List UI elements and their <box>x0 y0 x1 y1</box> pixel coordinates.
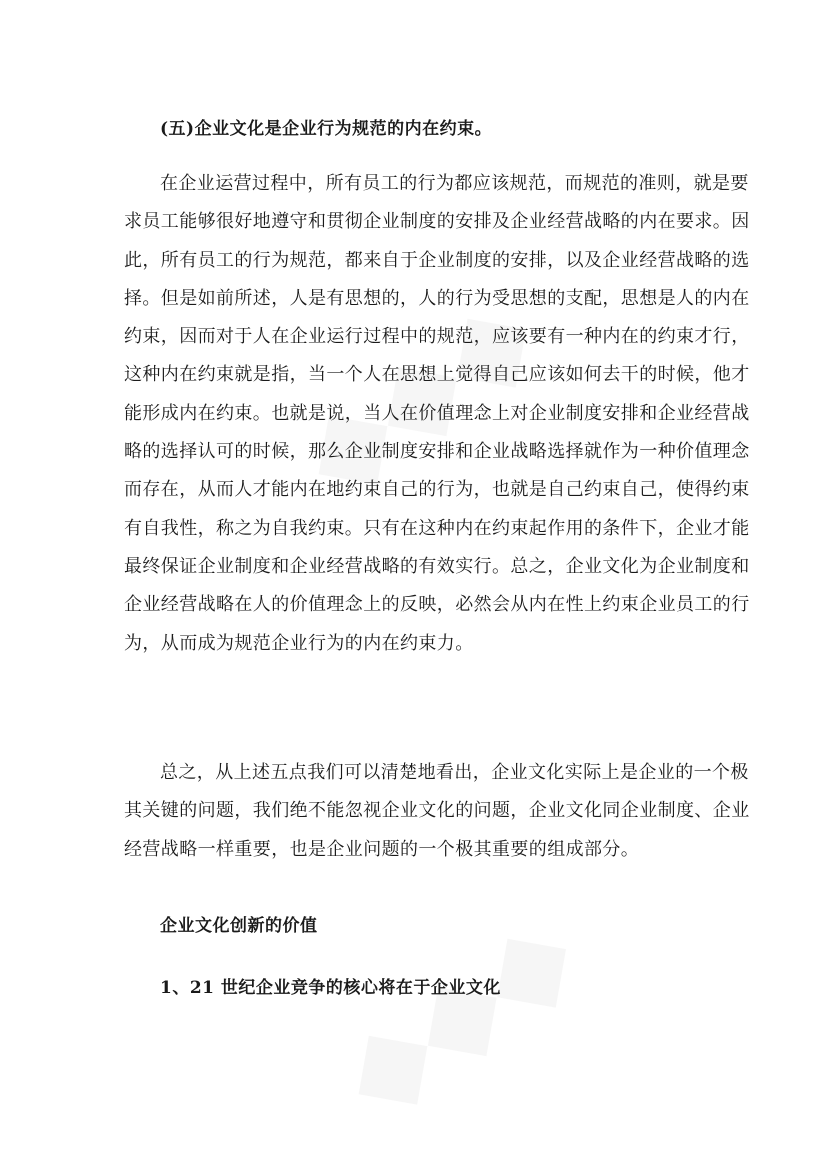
paragraph-line: 而存在，从而人才能内在地约束自己的行为，也就是自己约束自己，使得约束 <box>124 479 750 501</box>
paragraph-line: 最终保证企业制度和企业经营战略的有效实行。总之，企业文化为企业制度和 <box>124 555 750 577</box>
paragraph-line: 略的选择认可的时候，那么企业制度安排和企业战略选择就作为一种价值理念 <box>124 441 750 463</box>
paragraph-line: 其关键的问题，我们绝不能忽视企业文化的问题，企业文化同企业制度、企业 <box>124 800 750 822</box>
paragraph-line: 为，从而成为规范企业行为的内在约束力。 <box>124 632 474 654</box>
paragraph-line: 企业经营战略在人的价值理念上的反映，必然会从内在性上约束企业员工的行 <box>124 594 750 616</box>
paragraph-line: 这种内在约束就是指，当一个人在思想上觉得自己应该如何去干的时候，他才 <box>124 364 750 386</box>
watermark <box>316 889 597 1139</box>
paragraph-line: 能形成内在约束。也就是说，当人在价值理念上对企业制度安排和企业经营战 <box>124 402 750 424</box>
section-heading-5: (五)企业文化是企业行为规范的内在约束。 <box>160 119 493 139</box>
paragraph-line: 约束，因而对于人在企业运行过程中的规范，应该要有一种内在的约束才行， <box>124 326 750 348</box>
paragraph-internal-constraint <box>124 165 750 663</box>
section-heading-value: 企业文化创新的价值 <box>160 916 318 936</box>
section-heading-1: 1、21 世纪企业竞争的核心将在于企业文化 <box>160 978 501 998</box>
paragraph-line: 此，所有员工的行为规范，都来自于企业制度的安排，以及企业经营战略的选 <box>124 249 750 271</box>
paragraph-line: 在企业运营过程中，所有员工的行为都应该规范，而规范的准则，就是要 <box>160 173 749 194</box>
paragraph-line: 总之，从上述五点我们可以清楚地看出，企业文化实际上是企业的一个极 <box>160 762 749 783</box>
paragraph-line: 求员工能够很好地遵守和贯彻企业制度的安排及企业经营战略的内在要求。因 <box>124 211 750 233</box>
paragraph-summary <box>124 754 750 869</box>
paragraph-line: 有自我性，称之为自我约束。只有在这种内在约束起作用的条件下，企业才能 <box>124 517 750 539</box>
paragraph-line: 择。但是如前所述，人是有思想的，人的行为受思想的支配，思想是人的内在 <box>124 287 750 309</box>
paragraph-line: 经营战略一样重要，也是企业问题的一个极其重要的组成部分。 <box>124 838 640 860</box>
